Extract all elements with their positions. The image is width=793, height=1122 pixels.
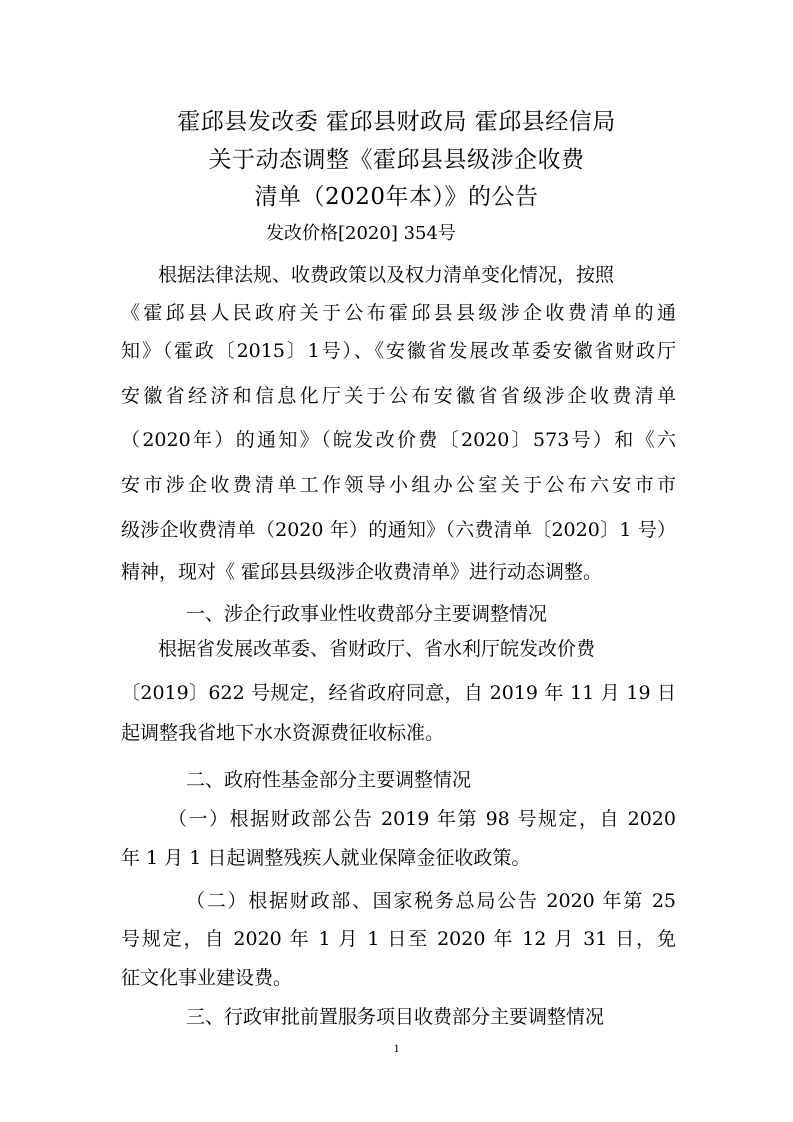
title-line-1: 霍邱县发改委 霍邱县财政局 霍邱县经信局 — [177, 109, 616, 135]
section-2-item-2-line: （二）根据财政部、国家税务总局公告 2020 年第 25 — [186, 890, 676, 912]
title-line-3: 清单（2020年本）》的公告 — [254, 184, 539, 210]
intro-line: 安徽省经济和信息化厅关于公布安徽省省级涉企收费清单 — [121, 385, 676, 407]
intro-line: 《霍邱县人民政府关于公布霍邱县县级涉企收费清单的通 — [121, 302, 676, 324]
intro-line: 精神，现对《 霍邱县县级涉企收费清单》进行动态调整。 — [121, 561, 603, 583]
intro-line: （2020年）的通知》（皖发改价费〔2020〕573号）和《六 — [121, 429, 676, 451]
intro-line: 根据法律法规、收费政策以及权力清单变化情况，按照 — [158, 264, 615, 286]
section-2-item-1-line: 年 1 月 1 日起调整残疾人就业保障金征收政策。 — [121, 847, 531, 869]
section-2-heading: 二、政府性基金部分主要调整情况 — [186, 769, 472, 791]
section-3-heading: 三、行政审批前置服务项目收费部分主要调整情况 — [186, 1006, 605, 1028]
section-1-line: 〔2019〕622 号规定，经省政府同意，自 2019 年 11 月 19 日 — [121, 682, 676, 704]
document-number: 发改价格[2020] 354号 — [266, 223, 456, 244]
title-line-2: 关于动态调整《霍邱县县级涉企收费 — [208, 147, 585, 173]
section-2-item-2-line: 征文化事业建设费。 — [121, 967, 293, 989]
section-1-heading: 一、涉企行政事业性收费部分主要调整情况 — [186, 603, 548, 625]
intro-line: 知》（霍政〔2015〕1号）、《安徽省发展改革委安徽省财政厅 — [121, 340, 676, 362]
intro-line: 安市涉企收费清单工作领导小组办公室关于公布六安市市 — [121, 474, 676, 496]
section-1-line: 根据省发展改革委、省财政厅、省水利厅皖发改价费 — [158, 638, 596, 660]
intro-line: 级涉企收费清单（2020 年）的通知》（六费清单〔2020〕1 号） — [121, 519, 676, 541]
section-1-line: 起调整我省地下水水资源费征收标准。 — [121, 722, 445, 744]
page-number: 1 — [393, 1041, 400, 1055]
section-2-item-2-line: 号规定，自 2020 年 1 月 1 日至 2020 年 12 月 31 日，免 — [121, 928, 676, 950]
section-2-item-1-line: （一）根据财政部公告 2019 年第 98 号规定，自 2020 — [168, 808, 676, 830]
